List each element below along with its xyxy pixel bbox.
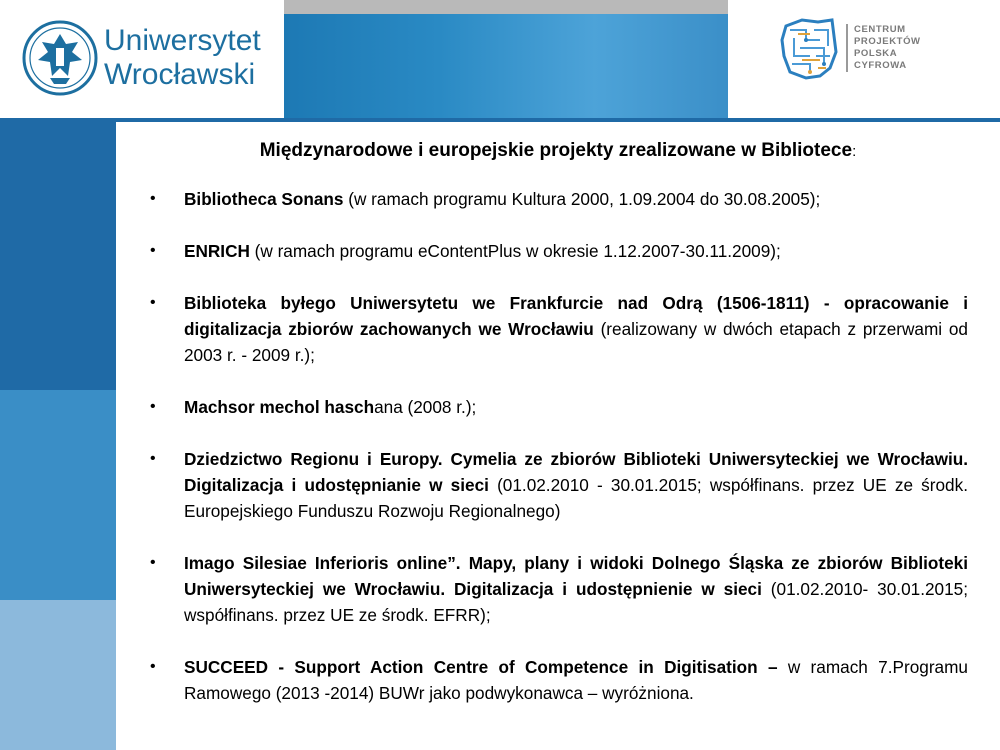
bullet-icon: • — [150, 450, 156, 467]
bullet-icon: • — [150, 242, 156, 259]
list-item: • Dziedzictwo Regionu i Europy. Cymelia ze zbiorów Biblioteki Uniwersyteckiej we Wrocławiu. Digitalizacja i udostępnianie w sieci (01.02.2010 - 30.01.2015; współfinans. przez UE ze środk. Europejskiego Funduszu Rozwoju Regionalnego) — [146, 446, 968, 524]
list-item: • Bibliotheca Sonans (w ramach programu Kultura 2000, 1.09.2004 do 30.08.2005); — [146, 186, 968, 212]
bullet-icon: • — [150, 554, 156, 571]
slide-title: Międzynarodowe i europejskie projekty zrealizowane w Bibliotece: — [259, 140, 857, 161]
strip-segment-mid — [0, 390, 116, 600]
bullet-icon: • — [150, 294, 156, 311]
strip-segment-light — [0, 600, 116, 750]
university-logo — [22, 18, 282, 100]
cpc-name: CENTRUM PROJEKTÓW POLSKA CYFROWA — [854, 24, 921, 71]
header-grey-stripe — [284, 0, 728, 14]
slide-header — [0, 0, 1000, 118]
list-item: • ENRICH (w ramach programu eContentPlus w okresie 1.12.2007-30.11.2009); — [146, 238, 968, 264]
header-blue-panel — [284, 14, 728, 118]
university-name: Uniwersytet Wrocławski — [104, 24, 261, 91]
left-color-strip — [0, 118, 116, 750]
bullet-icon: • — [150, 398, 156, 415]
cpc-separator — [846, 24, 848, 72]
slide-content — [116, 122, 1000, 750]
list-item: • Biblioteka byłego Uniwersytetu we Frankfurcie nad Odrą (1506-1811) - opracowanie i digitalizacja zbiorów zachowanych we Wrocławiu (realizowany w dwóch etapach z przerwami od 2003 r. - 2009 r.); — [146, 290, 968, 368]
list-item: • SUCCEED - Support Action Centre of Competence in Digitisation – w ramach 7.Programu Ramowego (2013 -2014) BUWr jako podwykonawca – wyróżniona. — [146, 654, 968, 706]
header-decorative-band — [284, 0, 728, 118]
university-seal-icon — [22, 18, 98, 98]
bullet-icon: • — [150, 658, 156, 675]
list-item: • Imago Silesiae Inferioris online”. Mapy, plany i widoki Dolnego Śląska ze zbiorów Biblioteki Uniwersyteckiej we Wrocławiu. Digitalizacja i udostępnienie w sieci (01.02.2010- 30.01.2015; współfinans. przez UE ze środk. EFRR); — [146, 550, 968, 628]
strip-segment-dark — [0, 118, 116, 390]
list-item: • Machsor mechol haschana (2008 r.); — [146, 394, 968, 420]
cpc-logo — [780, 16, 950, 86]
poland-map-circuit-icon — [780, 16, 838, 82]
project-list — [146, 186, 968, 732]
bullet-icon: • — [150, 190, 156, 207]
